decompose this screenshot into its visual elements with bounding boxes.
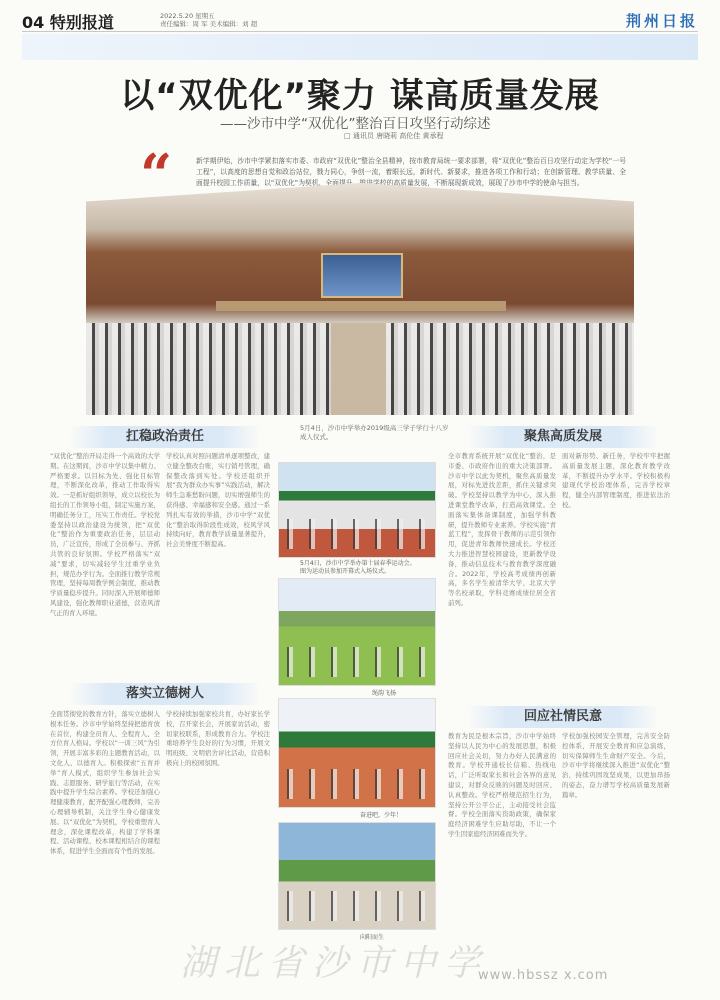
column-text: 学校加强校园安全管理，完善安全防控体系，开展安全教育和应急演练，切实保障师生生命财产安全。今后，沙市中学将继续深入推进“双优化”整治，持续巩固攻坚成果，以更加昂扬的姿态，奋力谱写学校高质量发展新篇章。 <box>562 732 670 799</box>
sports-action-photo <box>278 822 436 930</box>
main-photo-caption: 5月4日，沙市中学举办2019级高三学子学行十八岁成人仪式。 <box>300 424 449 441</box>
column-text: 面对新形势、新任务，学校牢牢把握高质量发展主题，深化教育教学改革，不断提升办学水平。学校积极构建现代学校治理体系，完善学校章程，健全内部管理制度，推进依法治校。 <box>562 452 670 509</box>
column-text: 教育为民是根本宗旨，沙市中学始终坚持以人民为中心的发展思想，积极回应社会关切，努力办好人民满意的教育。学校开通校长信箱、热线电话，广泛听取家长和社会各界的意见建议，对群众反映的问题及时回应、认真整改。学校严格规范招生行为，坚持公开公平公正，主动接受社会监督。学校全面落实资助政策，确保家庭经济困难学生应助尽助，不让一个学生因家庭经济困难而失学。 <box>448 732 556 838</box>
article-subhead: ——沙市中学“双优化”整治百日攻坚行动综述 <box>220 116 491 132</box>
section-head-quality <box>468 426 658 448</box>
section-title: 落实立德树人 <box>125 686 204 701</box>
watermark: 湖北省沙市中学 <box>180 943 489 984</box>
header-band <box>22 34 698 60</box>
opening-parade-photo <box>278 462 436 558</box>
figures <box>279 519 435 549</box>
page-title: 04 特别报道 <box>22 13 114 32</box>
issue-meta <box>160 12 257 28</box>
auditorium-photo <box>86 183 634 415</box>
section-head-public <box>468 706 658 728</box>
center-aisle <box>331 323 386 415</box>
section-title: 扛稳政治责任 <box>125 429 204 444</box>
stage-screen <box>321 253 403 298</box>
column-text: “双优化”整治开局走得一个高效的大学期。在这期间，沙市中学以集中精力、严格要求。以目标为先、强化目标管理，不断深化改革，推动工作取得实效。一是抓好组织领导，成立以校长为组长的工作领导小组，制定实施方案，明确任务分工，压实工作责任。学校党委坚持以政治建设为统领，把“双优化”整治作为重要政治任务，层层动员，广泛宣传，形成了全员参与、齐抓共管的良好氛围。学校严格落实“双减”要求，切实减轻学生过重学业负担，规范办学行为。全面推行教学常规管理，坚持每周教学例会制度，推动教学质量稳步提升。同时深入开展师德师风建设，强化教师职业道德，营造风清气正的育人环境。 <box>50 452 160 617</box>
photo-caption: 奋进吧，少年！ <box>360 812 403 819</box>
section-title: 聚焦高质发展 <box>523 429 602 444</box>
section-head-political <box>70 426 260 448</box>
intro-paragraph: 新学期伊始，沙市中学紧扣落实市委、市政府“双优化”整治全县精神，按市教育局统一要求部署，将“双优化”整治百日攻坚行动定为学校“一号工程”，以高度的思想自觉和政治站位，戮力同心，争创一流，着眼长远，新时代、新要求，推进各项工作和行动；在创新管理、教学质量、全面提升校园工作质量，以“双优化”为契机，全面提升、推进学校的高质量发展，不断展现新成效，展现了沙市中学的使命与担当。 <box>196 157 626 187</box>
editors: 责任编辑：周 军 美术编辑：刘 超 <box>160 20 258 28</box>
running-race-photo <box>278 698 436 808</box>
issue-date: 2022.5.20 星期五 <box>160 12 215 20</box>
masthead <box>22 10 698 32</box>
photo-caption: 5月4日，沙市中学举办第十届春季运动会。图为运动员参加开幕式入场仪式。 <box>300 560 416 575</box>
section-head-moral <box>70 683 260 705</box>
column-text: 学校持续加强家校共育，办好家长学校，召开家长会，开展家访活动，密切家校联系，形成教育合力。学校注重培养学生良好的行为习惯，开展文明班级、文明宿舍评比活动，营造积极向上的校园氛围。 <box>166 710 270 767</box>
article-byline: □ 通讯员 唐晓莉 高伦佳 黄承程 <box>344 132 444 140</box>
column-text: 全市教育系统开展“双优化”整治，是市委、市政府作出的重大决策部署。沙市中学以此为契机，聚焦高质量发展，对标先进找差距，抓住关键求突破。学校坚持以教学为中心，深入推进课堂教学改革，打造高效课堂。全面落实集体备课制度，加强学科教研，提升教师专业素养。学校实施“青蓝工程”，发挥骨干教师的示范引领作用，促进青年教师快速成长。学校还大力推进智慧校园建设，更新教学设备，推动信息技术与教育教学深度融合。2022年，学校高考成绩再创新高，多名学生被清华大学、北京大学等名校录取，学科竞赛成绩位居全省前列。 <box>448 452 556 607</box>
figures <box>279 647 435 677</box>
section-title: 回应社情民意 <box>523 709 602 724</box>
photo-caption: 绳韵飞扬 <box>372 690 397 697</box>
stage-floor <box>216 301 506 311</box>
rope-skipping-photo <box>278 578 436 686</box>
figures <box>279 891 435 921</box>
figures <box>279 769 435 799</box>
website-url: www.hbssz x.com <box>478 968 609 983</box>
newspaper-logo: 荆州日报 <box>625 12 698 30</box>
column-text: 全面贯彻党的教育方针，落实立德树人根本任务。沙市中学始终坚持把德育放在首位，构建全员育人、全程育人、全方位育人格局。学校以“一训三风”为引领，开展丰富多彩的主题教育活动，以文化人、以德育人。积极探索“五育并举”育人模式，组织学生参加社会实践、志愿服务、研学旅行等活动，在实践中提升学生综合素养。学校还加强心理健康教育，配齐配强心理教师，完善心理辅导机制，关注学生身心健康发展。以“双优化”为契机，学校重塑育人理念，深化课程改革，构建了学科课程、活动课程、校本课程相结合的课程体系，促进学生全面而有个性的发展。 <box>50 710 160 856</box>
photo-caption: 向阳而生 <box>360 934 385 941</box>
column-text: 学校认真对照问题清单逐项整改，建立健全整改台账，实行销号管理，确保整改落到实处。学校还组织开展“我为群众办实事”实践活动，解决师生急难愁盼问题，切实增强师生的获得感、幸福感和安全感。通过一系列扎实有效的举措，沙市中学“双优化”整治取得阶段性成效，校风学风持续向好，教育教学质量显著提升，社会美誉度不断提高。 <box>166 452 270 549</box>
quote-icon: “ <box>140 142 173 208</box>
article-headline: 以“双优化”聚力 谋高质量发展 <box>120 76 600 116</box>
